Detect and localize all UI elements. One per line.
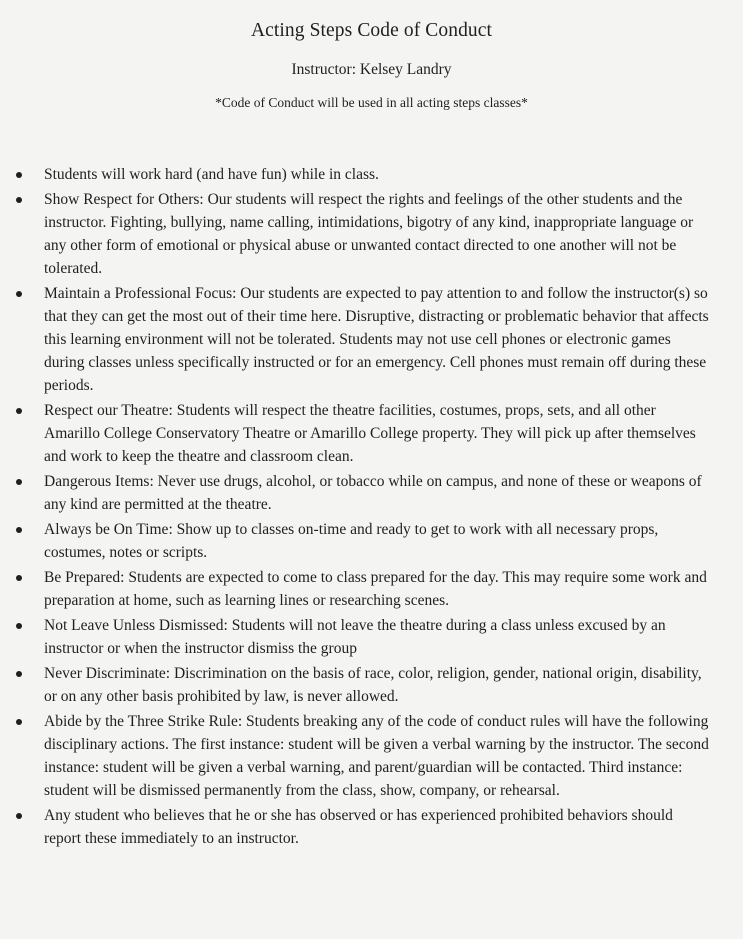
rule-item	[0, 710, 743, 802]
rule-item	[0, 188, 743, 280]
bullet-icon	[16, 623, 22, 629]
bullet-icon	[16, 479, 22, 485]
rule-text: Never Discriminate: Discrimination on the basis of race, color, religion, gender, national origin, disability, or on any other basis prohibited by law, is never allowed.	[44, 665, 702, 705]
rule-text: Dangerous Items: Never use drugs, alcohol, or tobacco while on campus, and none of these or weapons of any kind are permitted at the theatre.	[44, 473, 702, 513]
rule-text: Any student who believes that he or she has observed or has experienced prohibited behaviors should report these immediately to an instructor.	[44, 807, 673, 847]
rule-text: Always be On Time: Show up to classes on-time and ready to get to work with all necessary props, costumes, notes or scripts.	[44, 521, 659, 561]
instructor-line: Instructor: Kelsey Landry	[291, 61, 452, 78]
rule-text: Be Prepared: Students are expected to come to class prepared for the day. This may require some work and preparation at home, such as learning lines or researching scenes.	[44, 569, 707, 609]
rule-text: Maintain a Professional Focus: Our students are expected to pay attention to and follow the instructor(s) so that they can get the most out of their time here. Disruptive, distracting or problematic behavior that affects this learning environment will not be tolerated. Students may not use cell phones or electronic games during classes unless specifically instructed or for an emergency. Cell phones must remain off during these periods.	[44, 285, 709, 394]
bullet-icon	[16, 719, 22, 725]
rule-text: Not Leave Unless Dismissed: Students will not leave the theatre during a class unless excused by an instructor or when the instructor dismiss the group	[44, 617, 666, 657]
rule-text: Abide by the Three Strike Rule: Students breaking any of the code of conduct rules will have the following disciplinary actions. The first instance: student will be given a verbal warning by the instructor. The second instance: student will be given a verbal warning, and parent/guardian will be contacted. Third instance: student will be dismissed permanently from the class, show, company, or rehearsal.	[44, 713, 709, 799]
rule-item	[0, 399, 743, 468]
rule-item	[0, 566, 743, 612]
bullet-icon	[16, 813, 22, 819]
rule-item	[0, 662, 743, 708]
rule-text: Students will work hard (and have fun) while in class.	[44, 166, 379, 183]
rule-item	[0, 282, 743, 397]
rule-text: Show Respect for Others: Our students will respect the rights and feelings of the other students and the instructor. Fighting, bullying, name calling, intimidations, bigotry of any kind, inappropriate language or any other form of emotional or physical abuse or unwanted contact directed to one another will not be tolerated.	[44, 191, 694, 277]
bullet-icon	[16, 671, 22, 677]
bullet-icon	[16, 291, 22, 297]
rule-item	[0, 163, 743, 186]
document-title: Acting Steps Code of Conduct	[250, 20, 493, 41]
rules-list	[0, 163, 743, 852]
rule-text: Respect our Theatre: Students will respect the theatre facilities, costumes, props, sets, and all other Amarillo College Conservatory Theatre or Amarillo College property. They will pick up after themselves and work to keep the theatre and classroom clean.	[44, 402, 696, 465]
bullet-icon	[16, 408, 22, 414]
rule-item	[0, 470, 743, 516]
bullet-icon	[16, 575, 22, 581]
bullet-icon	[16, 197, 22, 203]
rule-item	[0, 614, 743, 660]
bullet-icon	[16, 527, 22, 533]
rule-item	[0, 804, 743, 850]
bullet-icon	[16, 172, 22, 178]
code-of-conduct-note: *Code of Conduct will be used in all acting steps classes*	[215, 95, 528, 110]
rule-item	[0, 518, 743, 564]
